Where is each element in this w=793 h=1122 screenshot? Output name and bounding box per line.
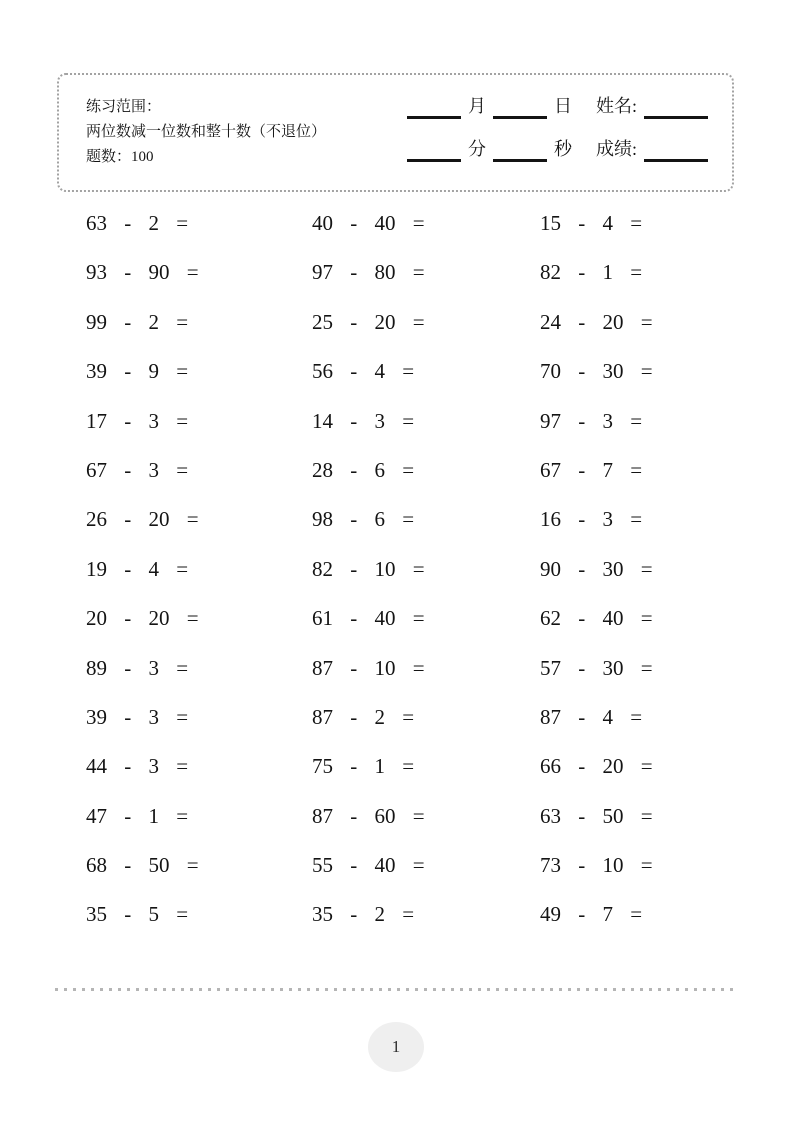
practice-scope-label: 练习范围： <box>86 99 162 115</box>
second-label: 秒 <box>553 139 572 159</box>
problem-item: 87 - 2 = <box>312 704 415 729</box>
score-blank <box>644 137 708 162</box>
dotted-divider-line <box>55 988 739 991</box>
problem-item: 97 - 3 = <box>540 408 643 433</box>
problem-item: 19 - 4 = <box>86 556 189 581</box>
header-left-block <box>86 95 326 170</box>
problem-item: 55 - 40 = <box>312 853 425 878</box>
problem-item: 39 - 3 = <box>86 704 189 729</box>
time-score-row <box>400 137 708 162</box>
problem-item: 15 - 4 = <box>540 211 643 235</box>
problem-item: 62 - 40 = <box>540 606 653 631</box>
problem-item: 90 - 30 = <box>540 556 653 581</box>
problem-item: 56 - 4 = <box>312 359 415 384</box>
problem-item: 82 - 10 = <box>312 556 425 581</box>
problem-item: 63 - 50 = <box>540 803 653 828</box>
problem-item: 35 - 2 = <box>312 902 415 927</box>
name-label: 姓名: <box>595 96 637 116</box>
header-right-block <box>400 94 708 162</box>
problem-item: 70 - 30 = <box>540 359 653 384</box>
problem-item: 35 - 5 = <box>86 902 189 927</box>
score-label: 成绩: <box>595 139 637 159</box>
header-info-box <box>57 73 734 192</box>
question-count: 题数：100 <box>86 149 154 165</box>
problem-item: 82 - 1 = <box>540 260 643 285</box>
problem-item: 99 - 2 = <box>86 309 189 334</box>
problem-item: 87 - 4 = <box>540 704 643 729</box>
problem-item: 20 - 20 = <box>86 606 199 631</box>
problem-item: 87 - 60 = <box>312 803 425 828</box>
problem-item: 75 - 1 = <box>312 754 415 779</box>
problem-item: 47 - 1 = <box>86 803 189 828</box>
day-blank <box>493 94 547 119</box>
minute-label: 分 <box>467 139 486 159</box>
problem-item: 66 - 20 = <box>540 754 653 779</box>
problem-item: 97 - 80 = <box>312 260 425 285</box>
page-number: 1 <box>391 1037 401 1056</box>
minute-blank <box>407 137 461 162</box>
problem-item: 93 - 90 = <box>86 260 199 285</box>
problem-item: 67 - 7 = <box>540 457 643 482</box>
problem-item: 87 - 10 = <box>312 655 425 680</box>
problem-item: 89 - 3 = <box>86 655 189 680</box>
problem-item: 98 - 6 = <box>312 507 415 532</box>
month-label: 月 <box>467 96 486 116</box>
problem-item: 24 - 20 = <box>540 309 653 334</box>
second-blank <box>493 137 547 162</box>
month-blank <box>407 94 461 119</box>
problem-item: 26 - 20 = <box>86 507 199 532</box>
problem-item: 14 - 3 = <box>312 408 415 433</box>
problem-item: 44 - 3 = <box>86 754 189 779</box>
problem-item: 49 - 7 = <box>540 902 643 927</box>
name-blank <box>644 94 708 119</box>
problem-item: 61 - 40 = <box>312 606 425 631</box>
page-number-badge <box>368 1022 424 1072</box>
problem-item: 39 - 9 = <box>86 359 189 384</box>
day-label: 日 <box>553 96 572 116</box>
problem-item: 16 - 3 = <box>540 507 643 532</box>
problems-grid <box>86 211 748 952</box>
problem-item: 63 - 2 = <box>86 211 189 235</box>
problem-item: 73 - 10 = <box>540 853 653 878</box>
problem-item: 25 - 20 = <box>312 309 425 334</box>
date-name-row <box>400 94 708 119</box>
problem-item: 57 - 30 = <box>540 655 653 680</box>
problem-item: 28 - 6 = <box>312 457 415 482</box>
problem-item: 67 - 3 = <box>86 457 189 482</box>
problem-item: 40 - 40 = <box>312 211 425 235</box>
problem-item: 68 - 50 = <box>86 853 199 878</box>
problem-item: 17 - 3 = <box>86 408 189 433</box>
practice-scope-value: 两位数减一位数和整十数（不退位） <box>86 124 327 140</box>
